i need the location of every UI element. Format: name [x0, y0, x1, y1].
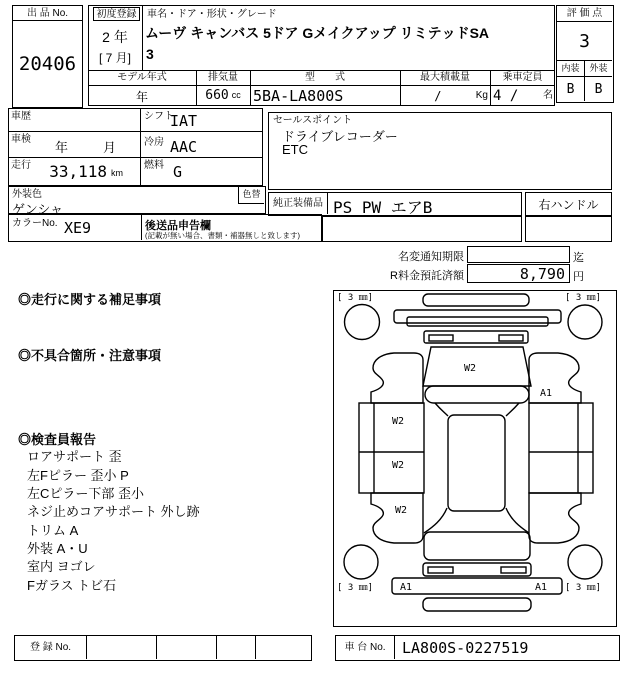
- recycle-value: 8,790: [467, 264, 570, 283]
- left-quarter-damage-label: W2: [395, 505, 408, 516]
- first-registration-year: 2 年: [102, 29, 128, 45]
- tread-depth-front-left: [ 3 ㎜]: [337, 293, 374, 303]
- capacity-label: 乗車定員: [502, 72, 543, 83]
- tire-front-right-icon: [568, 305, 602, 339]
- rear-bumper-right-damage-label: A1: [535, 582, 548, 593]
- inspector-item: 左Fピラー 歪小 P: [27, 468, 129, 483]
- chassis-no-value: LA800S-0227519: [402, 639, 529, 657]
- rear-panel-shape: [423, 563, 531, 576]
- inspector-item: 室内 ヨゴレ: [27, 559, 96, 574]
- front-right-fender-damage-label: A1: [540, 388, 553, 399]
- front-left-fender-shape: [371, 353, 423, 403]
- oem-label: 純正装備品: [273, 198, 323, 209]
- front-spoiler-shape: [423, 294, 529, 306]
- tread-depth-rear-right: [ 3 ㎜]: [565, 583, 602, 593]
- name-change-label: 名変通知期限: [398, 251, 464, 263]
- color-no-label: カラーNo.: [12, 218, 58, 229]
- sales-point-box: [268, 112, 612, 190]
- taillight-left-shape: [428, 567, 453, 573]
- chassis-no-label: 車 台 No.: [344, 642, 386, 653]
- model-code-label: 型 式: [305, 72, 345, 83]
- ext-color-value: ゲンシャ: [12, 202, 64, 217]
- tread-depth-rear-left: [ 3 ㎜]: [337, 583, 374, 593]
- fuel-label: 燃料: [144, 160, 164, 171]
- windshield-shape: [423, 347, 531, 386]
- displacement-value: 660: [205, 88, 229, 103]
- steering-empty-cell: [525, 216, 612, 242]
- tire-rear-left-icon: [344, 545, 378, 579]
- recycle-label: R料金預託済額: [390, 270, 464, 282]
- a-pillar-right-shape: [506, 403, 519, 416]
- oem-value: PS PW エアB: [333, 198, 433, 217]
- section-mileage-notes: ◎走行に関する補足事項: [18, 292, 162, 307]
- displacement-label: 排気量: [208, 72, 238, 83]
- name-change-suffix: 迄: [573, 252, 584, 264]
- left-front-door-damage-label: W2: [392, 416, 405, 427]
- inspector-item: トリム A: [27, 523, 79, 538]
- exterior-label: 外装: [585, 60, 612, 76]
- vehicle-name: ムーヴ キャンバス 5ドア Gメイクアップ リミテッドSA: [145, 25, 490, 41]
- late-items-label: 後送品申告欄: [145, 220, 211, 232]
- score-box: [556, 5, 614, 103]
- taillight-right-shape: [501, 567, 526, 573]
- sales-point-item: ドライブレコーダー: [282, 129, 398, 144]
- left-rear-door-damage-label: W2: [392, 460, 405, 471]
- color-no-value: XE9: [64, 219, 92, 237]
- front-bumper-lower-shape: [407, 317, 548, 326]
- mileage-unit: km: [111, 168, 123, 178]
- late-items-note: (記載が無い場合、書類・補器無しと致します): [145, 231, 300, 240]
- inspection-year: 年: [55, 140, 69, 155]
- lot-number: 20406: [12, 20, 83, 108]
- interior-grade: B: [557, 76, 585, 101]
- fuel-value: G: [173, 163, 183, 181]
- first-registration-month: [ 7 月]: [98, 50, 131, 65]
- tire-rear-right-icon: [568, 545, 602, 579]
- exterior-grade: B: [585, 76, 612, 101]
- vehicle-name-line2: 3: [146, 46, 154, 62]
- sales-point-label: セールスポイント: [273, 115, 353, 126]
- rear-hatch-shape: [424, 532, 530, 560]
- capacity-unit: 名: [543, 90, 553, 101]
- model-year-value: 年: [135, 89, 148, 104]
- shift-value: IAT: [170, 112, 198, 130]
- ac-label: 冷房: [144, 137, 164, 148]
- max-load-value: /: [434, 88, 442, 103]
- inspector-item: ネジ止めコアサポート 外し跡: [27, 504, 200, 519]
- inspection-label: 車検: [11, 134, 31, 145]
- chassis-no-box: [335, 635, 620, 661]
- section-inspector-report: ◎検査員報告: [18, 432, 97, 447]
- name-change-box: [467, 246, 570, 263]
- inspector-item: 外装 A・U: [27, 541, 88, 556]
- front-right-fender-shape: [529, 353, 581, 403]
- car-expanded-view: [334, 291, 615, 625]
- sales-point-item: ETC: [282, 142, 308, 157]
- cowl-shape: [425, 386, 529, 403]
- damage-diagram: [333, 290, 617, 627]
- lot-number-label: 出 品 No.: [12, 5, 83, 21]
- interior-label: 内装: [557, 60, 585, 76]
- steering-box: 右ハンドル: [525, 192, 612, 216]
- inspection-month: 月: [103, 140, 117, 155]
- capacity-value: 4 /: [493, 87, 519, 104]
- right-side-panels-shape: [529, 403, 593, 493]
- max-load-unit: Kg: [475, 90, 488, 101]
- max-load-label: 最大積載量: [420, 72, 470, 83]
- displacement-unit: cc: [231, 89, 241, 100]
- rear-left-fender-shape: [371, 493, 423, 543]
- first-registration-label: 初度登録: [93, 7, 140, 21]
- registration-no-box: [14, 635, 312, 661]
- c-pillar-left-shape: [424, 508, 447, 533]
- shift-label: シフト: [144, 111, 174, 122]
- ext-color-row: [8, 186, 266, 217]
- rear-lower-shape: [423, 598, 531, 611]
- model-year-label: モデル年式: [117, 72, 167, 83]
- color-change-label: 色替: [238, 187, 264, 204]
- a-pillar-left-shape: [435, 403, 448, 416]
- tread-depth-front-right: [ 3 ㎜]: [565, 293, 602, 303]
- inspector-item: 左Cピラー下部 歪小: [27, 486, 145, 501]
- oem-row: [268, 192, 522, 216]
- color-no-row: [8, 214, 322, 242]
- headlight-left-shape: [429, 335, 453, 341]
- rear-right-fender-shape: [529, 493, 581, 543]
- tire-front-left-icon: [345, 305, 380, 340]
- oem-empty-cell: [322, 216, 522, 242]
- inspector-item: ロアサポート 歪: [27, 449, 122, 464]
- c-pillar-right-shape: [506, 508, 529, 533]
- ext-color-label: 外装色: [12, 189, 42, 200]
- roof-shape: [448, 415, 505, 511]
- model-code-value: 5BA-LA800S: [253, 87, 344, 105]
- ac-value: AAC: [170, 138, 198, 156]
- mileage-value: 33,118: [49, 162, 107, 181]
- registration-no-label: 登 録 No.: [29, 642, 72, 653]
- windshield-damage-label: W2: [463, 363, 477, 374]
- score-label: 評 価 点: [557, 6, 612, 22]
- vehicle-name-label: 車名・ドア・形状・グレード: [147, 9, 277, 20]
- section-defect-notes: ◎不具合箇所・注意事項: [18, 348, 162, 363]
- mileage-label: 走行: [11, 160, 31, 171]
- recycle-unit: 円: [573, 271, 584, 283]
- history-label: 車歴: [11, 111, 31, 122]
- headlight-right-shape: [499, 335, 523, 341]
- inspector-item: Fガラス トビ石: [27, 578, 117, 593]
- score-value: 3: [579, 30, 590, 52]
- rear-bumper-left-damage-label: A1: [400, 582, 413, 593]
